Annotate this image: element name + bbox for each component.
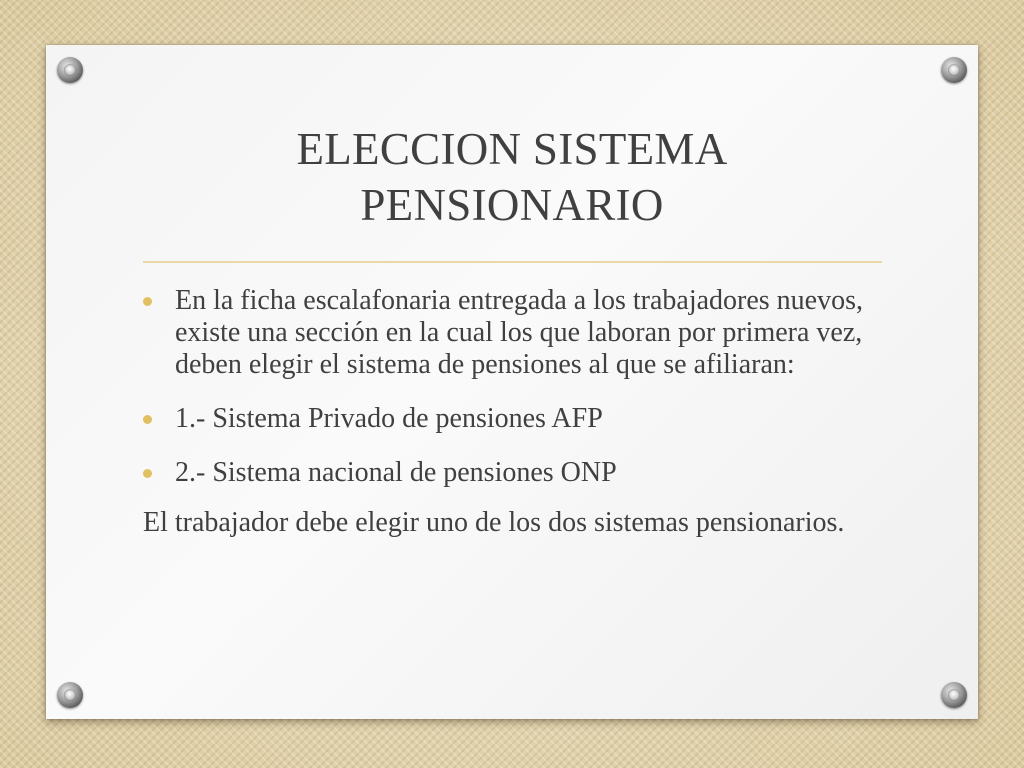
slide-card [46,45,978,719]
title-divider [143,261,882,263]
slide-title [106,121,918,233]
bullet-item [143,403,903,435]
title-line-1: ELECCION SISTEMA [296,124,728,174]
slide-body [143,285,903,539]
bullet-dot-icon [143,469,152,478]
rivet-top-left-icon [57,57,83,83]
title-line-2: PENSIONARIO [360,180,664,230]
bullet-item [143,285,903,381]
closing-paragraph: El trabajador debe elegir uno de los dos sistemas pensionarios. [143,507,845,538]
bullet-item [143,457,903,489]
bullet-dot-icon [143,415,152,424]
rivet-bottom-left-icon [57,682,83,708]
rivet-bottom-right-icon [941,682,967,708]
bullet-text: En la ficha escalafonaria entregada a los trabajadores nuevos, existe una sección en la cual los que laboran por primera vez, deben elegir el sistema de pensiones al que se afiliaran: [175,285,863,380]
bullet-text: 1.- Sistema Privado de pensiones AFP [175,403,603,434]
bullet-text: 2.- Sistema nacional de pensiones ONP [175,457,617,488]
bullet-dot-icon [143,297,152,306]
rivet-top-right-icon [941,57,967,83]
